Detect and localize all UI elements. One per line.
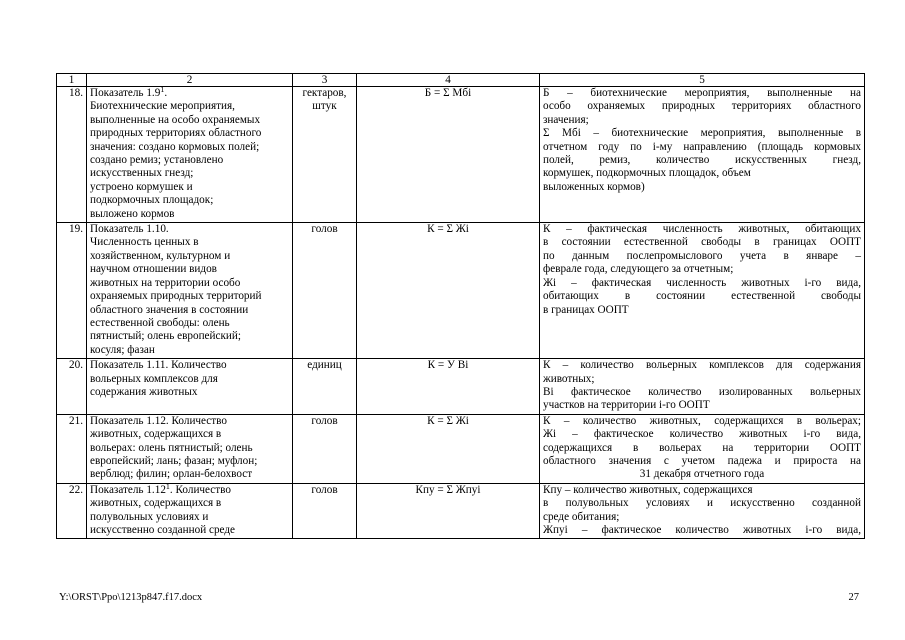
description-text-line: Б – биотехнические мероприятия, выполненные на [543,87,861,99]
indicator-text-line: подкормочных площадок; [90,194,214,207]
indicators-table [56,73,865,539]
description-text-line: К – количество вольерных комплексов для содержания [543,359,861,372]
row-number: 20. [57,359,87,415]
indicator-title: Показатель 1.12. Количество [90,414,227,427]
description-cell [540,87,865,223]
indicator-text-line: верблюд; филин; орлан-белохвост [90,468,253,481]
description-text-line: содержащихся в вольерах на территории ООПТ [543,441,861,454]
indicator-title: Показатель 1.11. Количество [90,359,227,372]
column-header: 2 [87,74,293,87]
row-number: 18. [57,87,87,223]
indicator-title: Показатель 1.12$^1$. Количество [90,481,231,496]
indicator-cell [87,359,293,415]
unit-text: единиц [307,359,342,372]
indicator-text-line: Биотехнические мероприятия, [90,100,235,113]
description-text-line: Кпу – количество животных, содержащихся [543,483,753,496]
description-text-line: в состоянии естественной свободы в границах ООПТ [543,236,861,249]
description-text-line: Вi фактическое количество изолированных вольерных [543,385,861,398]
unit-cell [293,414,357,483]
row-number: 19. [57,223,87,359]
description-cell [540,223,865,359]
description-text-line: Σ Мбi – биотехнические мероприятия, выполненные в [543,127,861,140]
formula-cell: Кпу = Σ Жпуi [357,483,540,539]
indicator-text-line: полувольных условиях и [90,510,209,523]
description-text-line: выложенных кормов) [543,180,645,193]
description-text-line: К – фактическая численность животных, обитающих [543,223,861,236]
footer-file-path: Y:\ORST\Ppo\1213p847.f17.docx [59,592,203,603]
footer-page-number: 27 [848,592,859,603]
indicator-text-line: животных, содержащихся в [90,497,222,510]
indicator-cell [87,483,293,539]
description-text-line: значения; [543,113,589,126]
formula-cell: К = У Вi [357,359,540,415]
unit-text: голов [311,223,338,236]
indicator-text-line: областного значения в состоянии [90,303,249,316]
formula-cell: Б = Σ Мбi [357,87,540,223]
indicator-cell [87,414,293,483]
table-header-row [57,74,865,87]
indicator-text-line: естественной свободы: олень [90,316,230,329]
description-text-line: особо охраняемых природных территориях областного [543,100,861,113]
description-text-line: среде обитания; [543,510,620,523]
description-text-line: в полувольных условиях и искусственно созданной [543,497,861,510]
description-text-line: обитающих в состоянии естественной свободы [543,290,861,303]
table-row [57,359,865,415]
row-number: 22. [57,483,87,539]
indicator-text-line: природных территориях областного [90,127,262,140]
formula-cell: К = Σ Жi [357,414,540,483]
description-text-line: Жпуi – фактическое количество животных i-го вида, [543,524,861,536]
indicator-text-line: научном отношении видов [90,263,217,276]
formula-cell: К = Σ Жi [357,223,540,359]
indicator-text-line: пятнистый; олень европейский; [90,330,241,343]
column-header: 5 [540,74,865,87]
description-cell [540,359,865,415]
description-text-line: кормушек, подкормочных площадок, объем [543,167,751,180]
footnote-mark: 1 [165,481,170,491]
footnote-mark: 1 [160,85,165,94]
indicator-title: Показатель $1.9^1$. [90,85,168,99]
unit-text: голов [311,414,338,427]
row-number: 21. [57,414,87,483]
unit-text: штук [312,100,337,113]
unit-cell [293,87,357,223]
description-text-line: в границах ООПТ [543,303,629,316]
column-header: 4 [357,74,540,87]
indicator-cell [87,223,293,359]
description-text-line: участков на территории i-го ООПТ [543,399,710,412]
indicator-text-line: косуля; фазан [90,343,155,356]
indicator-text-line: искусственно созданной среде [90,524,236,536]
description-text-line: Жi – фактическое количество животных i-го вида, [543,428,861,441]
description-text-line: по данным послепромыслового учета в январе – [543,249,861,262]
description-text-line: К – количество животных, содержащихся в вольерах; [543,414,861,427]
indicator-title: Показатель 1.10. [90,223,169,236]
unit-cell [293,359,357,415]
unit-cell [293,223,357,359]
description-cell [540,483,865,539]
indicator-text-line: вольерных комплексов для [90,372,218,385]
unit-text: гектаров, [302,87,347,99]
indicator-text-line: содержания животных [90,385,198,398]
table-row [57,87,865,223]
description-text-line: животных; [543,372,595,385]
indicator-text-line: искусственных гнезд; [90,167,194,180]
description-text-line: полей, ремиз, количество искусственных гнезд, [543,154,861,167]
indicator-cell [87,87,293,223]
indicator-text-line: создано ремиз; установлено [90,154,224,167]
indicator-text-line: хозяйственном, культурном и [90,249,231,262]
unit-text: голов [311,483,338,496]
description-text-line: 31 декабря отчетного года [639,468,765,481]
indicator-text-line: устроено кормушек и [90,180,193,193]
unit-cell [293,483,357,539]
table-row [57,483,865,539]
indicator-text-line: охраняемых природных территорий [90,290,262,303]
indicator-text-line: европейский; лань; фазан; муфлон; [90,454,258,467]
indicator-text-line: выложено кормов [90,207,175,220]
description-text-line: феврале года, следующего за отчетным; [543,263,734,276]
column-header: 1 [57,74,87,87]
column-header: 3 [293,74,357,87]
table-row [57,223,865,359]
description-text-line: областного значения с учетом падежа и прироста на [543,454,861,467]
indicator-text-line: значения: создано кормовых полей; [90,140,260,153]
indicator-text-line: животных на территории особо [90,276,241,289]
indicator-text-line: вольерах: олень пятнистый; олень [90,441,253,454]
description-cell [540,414,865,483]
description-text-line: Жi – фактическая численность животных i-го вида, [543,276,861,289]
table-row [57,414,865,483]
indicator-text-line: выполненные на особо охраняемых [90,113,261,126]
indicator-text-line: Численность ценных в [90,236,199,249]
description-text-line: отчетном году по i-му направлению (площадь кормовых [543,140,861,153]
indicator-text-line: животных, содержащихся в [90,428,222,441]
